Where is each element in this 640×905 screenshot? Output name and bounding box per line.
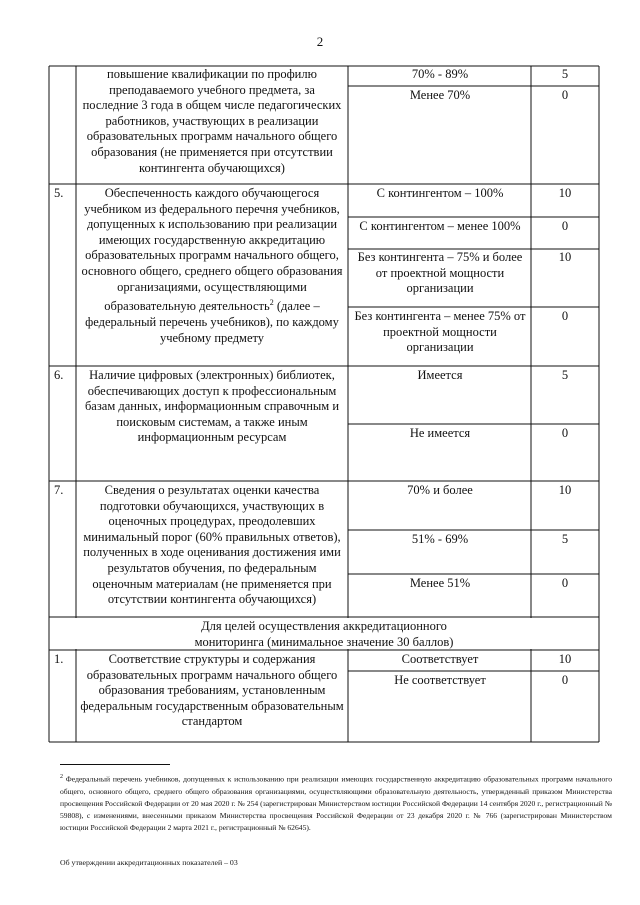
option-score: 10	[558, 652, 572, 666]
option-label: Без контингента – менее 75% от проектной мощности организации	[354, 309, 526, 355]
footnote-separator	[60, 764, 170, 765]
row-number: 5.	[54, 186, 64, 200]
option-score: 10	[558, 250, 572, 264]
row-number: 1.	[54, 652, 64, 666]
footnote	[60, 771, 612, 834]
option-score: 0	[561, 426, 569, 440]
criterion-text: повышение квалификации по профилю преподаваемого учебного предмета, за последние 3 года в общем числе педагогических работников, участвующих в реализации образовательных программ начального общего образования (не применяется при отсутствии контингента обучающихся)	[82, 67, 342, 175]
option-label: Не соответствует	[394, 673, 486, 687]
section-header: Для целей осуществления аккредитационного мониторинга (минимальное значение 30 баллов)	[194, 619, 454, 649]
option-label: Имеется	[417, 368, 463, 382]
option-label: Менее 51%	[409, 576, 471, 590]
footnote-mark: 2	[269, 298, 274, 308]
option-label: 51% - 69%	[411, 532, 469, 546]
option-label: С контингентом – 100%	[376, 186, 504, 200]
option-score: 0	[561, 673, 569, 687]
row-number: 7.	[54, 483, 64, 497]
option-label: Без контингента – 75% и более от проектной мощности организации	[357, 250, 523, 296]
option-label: Соответствует	[401, 652, 479, 666]
option-score: 10	[558, 186, 572, 200]
option-score: 0	[561, 576, 569, 590]
row-number: 6.	[54, 368, 64, 382]
option-score: 5	[561, 532, 569, 546]
option-label: Не имеется	[409, 426, 471, 440]
footnote-mark: 2	[60, 774, 63, 780]
criterion-text: Наличие цифровых (электронных) библиотек, обеспечивающих доступ к профессиональным базам данных, информационным справочным и поисковым системам, а также иным информационным ресурсам	[84, 368, 340, 445]
document-footer: Об утверждении аккредитационных показателей – 03	[60, 858, 238, 867]
option-label: С контингентом – менее 100%	[359, 219, 521, 233]
criterion-text: Обеспеченность каждого обучающегося учебником из федерального перечня учебников, допущенных к использованию при реализации имеющих государственную аккредитацию образовательных программ начального общего, основного общего, среднего общего образования организациями, осуществляющими образовательную деятельность$^2$ (далее – федеральный перечень учебников), по каждому учебному предмету	[81, 186, 343, 345]
option-label: 70% - 89%	[411, 67, 469, 81]
option-score: 10	[558, 483, 572, 497]
option-score: 5	[561, 67, 569, 81]
option-score: 0	[561, 309, 569, 323]
option-score: 0	[561, 88, 569, 102]
criterion-text: Сведения о результатах оценки качества подготовки обучающихся, участвующих в оценочных процедурах, преодолевших минимальный порог (60% правильных ответов), полученных в ходе оценивания достижения ими результатов обучения, по федеральным оценочным материалам (не применяется при отсутствии контингента обучающихся)	[83, 483, 341, 607]
option-label: 70% и более	[407, 483, 473, 497]
criterion-text: Соответствие структуры и содержания образовательных программ начального общего образования требованиям, установленным федеральным государственным образовательным стандартом	[80, 652, 344, 729]
option-score: 0	[561, 219, 569, 233]
footnote-text: Федеральный перечень учебников, допущенных к использованию при реализации имеющих государственную аккредитацию образовательных программ начального общего, основного общего, среднего общего образования организациями, осуществляющими образовательную деятельность, утвержденный приказом Министерства просвещения Российской Федерации от 20 мая 2020 г. № 254 (зарегистрирован Министерством юстиции Российской Федерации 14 сентября 2020 г., регистрационный № 59808), с изменениями, внесенными приказом Министерства просвещения Российской Федерации от 23 декабря 2020 г. № 766 (зарегистрирован Министерством юстиции Российской Федерации 2 марта 2021 г., регистрационный № 62645).	[60, 774, 612, 832]
option-label: Менее 70%	[409, 88, 471, 102]
page-number: 2	[316, 34, 324, 49]
option-score: 5	[561, 368, 569, 382]
